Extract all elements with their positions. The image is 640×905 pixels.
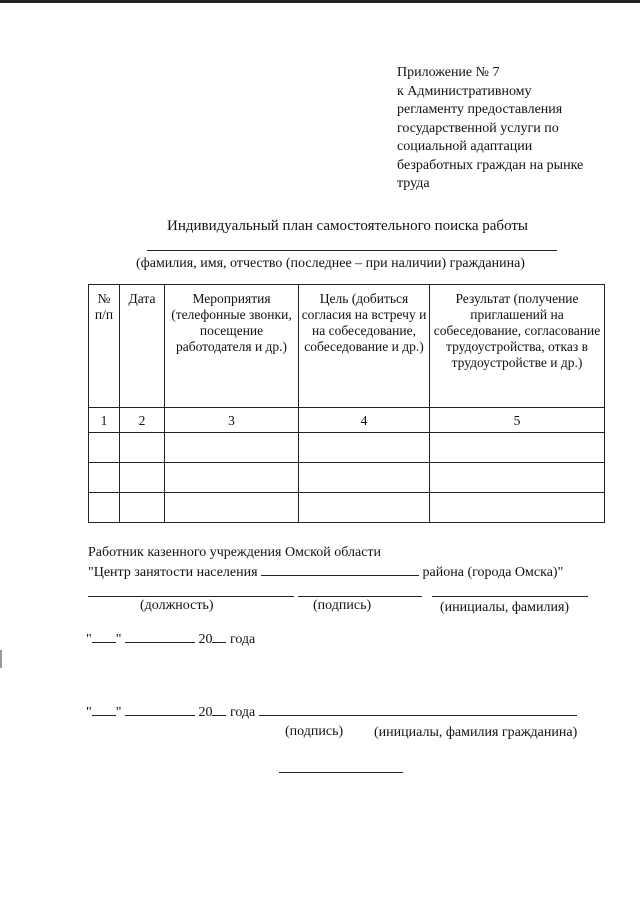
worker-center-line <box>88 563 563 581</box>
appendix-line: государственной услуги по <box>397 120 559 136</box>
table-cell[interactable] <box>165 433 299 463</box>
date-mid-quote: " <box>115 705 122 720</box>
column-header-activities: Мероприятия (телефонные звонки, посещение работодателя и др.) <box>165 285 299 408</box>
document-title: Индивидуальный план самостоятельного поиска работы <box>167 218 529 234</box>
worker-signature-caption: (подпись) <box>313 598 372 613</box>
date-mid-quote: " <box>115 632 122 647</box>
table-cell[interactable] <box>165 493 299 523</box>
table-cell[interactable] <box>299 463 430 493</box>
column-number: 4 <box>299 408 430 433</box>
district-field[interactable] <box>261 563 419 576</box>
year-prefix: 20 <box>198 705 213 720</box>
year-field[interactable] <box>212 630 226 643</box>
scan-margin-mark <box>0 650 2 668</box>
column-header-number: № п/п <box>89 285 120 408</box>
table-cell[interactable] <box>430 493 605 523</box>
year-field[interactable] <box>212 703 226 716</box>
worker-name-field-line[interactable] <box>432 596 588 597</box>
year-suffix: года <box>229 705 256 720</box>
bottom-underline <box>279 772 403 773</box>
column-header-goal: Цель (добиться согласия на встречу и на собеседование, собеседование и др.) <box>299 285 430 408</box>
column-header-date: Дата <box>120 285 165 408</box>
citizen-name-field-line <box>147 250 557 251</box>
appendix-line: регламенту предоставления <box>397 102 563 117</box>
citizen-date-row <box>86 703 577 721</box>
table-cell[interactable] <box>120 463 165 493</box>
table-cell[interactable] <box>120 493 165 523</box>
appendix-line: труда <box>397 176 430 191</box>
position-field-line[interactable] <box>88 596 294 597</box>
appendix-header <box>397 64 627 194</box>
appendix-line: социальной адаптации <box>397 139 533 154</box>
worker-date-row <box>86 630 255 648</box>
page-top-border <box>0 0 640 3</box>
table-cell[interactable] <box>430 463 605 493</box>
citizen-signature-field[interactable] <box>259 703 577 716</box>
table-row <box>89 493 605 523</box>
table-row <box>89 463 605 493</box>
citizen-signature-caption: (подпись) <box>285 724 344 739</box>
table-cell[interactable] <box>120 433 165 463</box>
worker-signature-field-line[interactable] <box>298 596 422 597</box>
appendix-line: Приложение № 7 <box>397 65 500 80</box>
citizen-name-caption: (фамилия, имя, отчество (последнее – при наличии) гражданина) <box>136 256 525 271</box>
column-number: 3 <box>165 408 299 433</box>
day-field[interactable] <box>92 703 116 716</box>
table-cell[interactable] <box>89 433 120 463</box>
year-prefix: 20 <box>198 632 213 647</box>
table-cell[interactable] <box>89 493 120 523</box>
worker-institution-line: Работник казенного учреждения Омской области <box>88 545 382 560</box>
table-cell[interactable] <box>430 433 605 463</box>
position-caption: (должность) <box>140 598 214 613</box>
year-suffix: года <box>229 632 256 647</box>
day-field[interactable] <box>92 630 116 643</box>
table-column-numbers-row <box>89 408 605 433</box>
job-search-plan-table <box>88 284 605 523</box>
date-open-quote: " <box>86 705 92 720</box>
table-row <box>89 433 605 463</box>
table-cell[interactable] <box>299 493 430 523</box>
column-header-result: Результат (получение приглашений на собеседование, согласование трудоустройства, отказ в трудоустройстве и др.) <box>430 285 605 408</box>
table-cell[interactable] <box>89 463 120 493</box>
column-number: 1 <box>89 408 120 433</box>
column-number: 5 <box>430 408 605 433</box>
center-name-prefix: "Центр занятости населения <box>88 565 258 580</box>
month-field[interactable] <box>125 630 195 643</box>
worker-name-caption: (инициалы, фамилия) <box>440 600 570 615</box>
column-number: 2 <box>120 408 165 433</box>
table-header-row <box>89 285 605 408</box>
table-cell[interactable] <box>165 463 299 493</box>
center-name-suffix: района (города Омска)" <box>422 565 564 580</box>
table-cell[interactable] <box>299 433 430 463</box>
date-open-quote: " <box>86 632 92 647</box>
appendix-line: безработных граждан на рынке <box>397 157 584 173</box>
month-field[interactable] <box>125 703 195 716</box>
appendix-line: к Административному <box>397 83 532 99</box>
citizen-name-caption: (инициалы, фамилия гражданина) <box>374 725 578 740</box>
